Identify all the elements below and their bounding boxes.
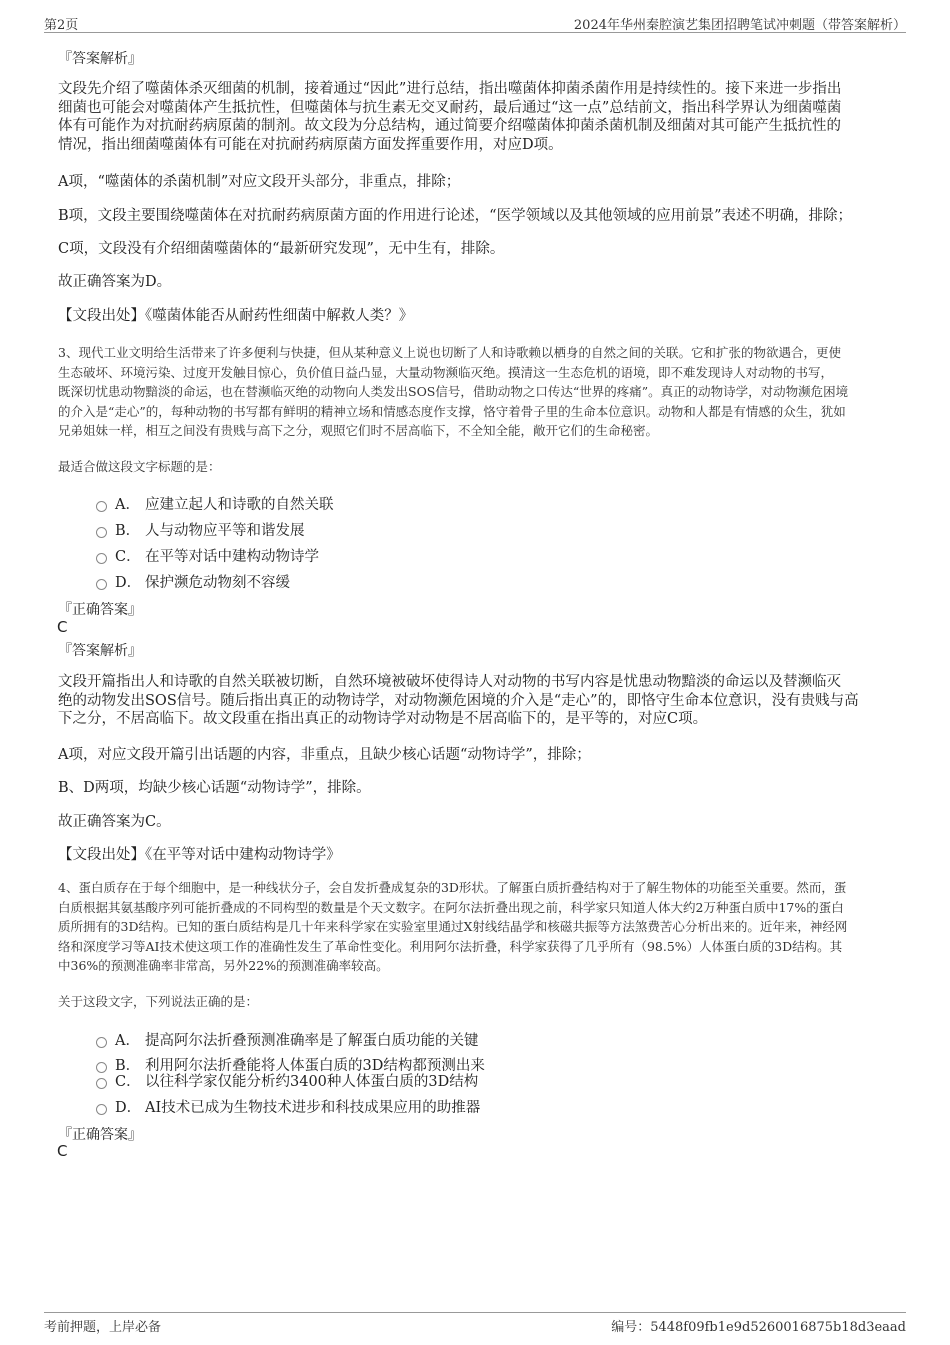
q3-analysis-line: 绝的动物发出SOS信号。随后指出真正的动物诗学，对动物濒危困境的介入是“走心”的，即恪守生命本位意识，没有贵贱与高	[58, 692, 859, 709]
q3-option-b[interactable]: B． 人与动物应平等和谐发展	[96, 519, 305, 540]
q3-option-bd-analysis: B、D两项，均缺少核心话题“动物诗学”，排除。	[58, 780, 371, 796]
q4-stem-line: 质所拥有的3D结构。已知的蛋白质结构是几十年来科学家在实验室里通过X射线结晶学和核磁共振等方法煞费苦心分析出来的。近年来，神经网	[58, 919, 848, 934]
q2-option-c-analysis: C项，文段没有介绍细菌噬菌体的“最新研究发现”，无中生有，排除。	[58, 241, 505, 257]
radio-icon[interactable]	[96, 1078, 107, 1089]
q3-option-a-analysis: A项，对应文段开篇引出话题的内容，非重点，且缺少核心话题“动物诗学”，排除；	[58, 747, 591, 763]
q4-option-d[interactable]: D． AI技术已成为生物技术进步和科技成果应用的助推器	[96, 1096, 480, 1117]
q4-option-a[interactable]: A． 提高阿尔法折叠预测准确率是了解蛋白质功能的关键	[96, 1029, 479, 1050]
q4-stem-line: 中36%的预测准确率非常高，另外22%的预测准确率较高。	[58, 958, 389, 973]
q4-stem-line: 白质根据其氨基酸序列可能折叠成的不同构型的数量是个天文数字。在阿尔法折叠出现之前，科学家只知道人体大约2万种蛋白质中17%的蛋白	[58, 899, 844, 915]
q2-conclusion: 故正确答案为D。	[58, 274, 172, 290]
page-footer	[44, 1312, 906, 1335]
q3-analysis-text	[58, 673, 859, 729]
q4-option-c[interactable]: C． 以往科学家仅能分析约3400种人体蛋白质的3D结构	[96, 1070, 478, 1091]
q3-answer: C	[57, 618, 68, 636]
radio-icon[interactable]	[96, 579, 107, 590]
q2-analysis-text	[58, 80, 841, 154]
page-number: 第2页	[44, 18, 79, 33]
q4-option-b[interactable]: B． 利用阿尔法折叠能将人体蛋白质的3D结构都预测出来	[96, 1054, 485, 1075]
radio-icon[interactable]	[96, 1104, 107, 1115]
q3-option-d[interactable]: D． 保护濒危动物刻不容缓	[96, 571, 290, 592]
q4-answer-label: 『正确答案』	[58, 1127, 142, 1143]
document-code: 编号：5448f09fb1e9d5260016875b18d3eaad	[611, 1320, 906, 1335]
q2-analysis-label: 『答案解析』	[58, 51, 142, 67]
q2-analysis-line: 体有可能作为对抗耐药病原菌的制剂。故文段为分总结构，通过简要介绍噬菌体抑菌杀菌机制及细菌对其可能产生抵抗性的	[58, 118, 841, 134]
q4-stem-line: 络和深度学习等AI技术使这项工作的准确性发生了革命性变化。利用阿尔法折叠，科学家获得了几乎所有（98.5%）人体蛋白质的3D结构。其	[58, 938, 843, 954]
q3-stem-line: 生态破坏、环境污染、过度开发触目惊心，负价值日益凸显，大量动物濒临灭绝。摸清这一生态危机的语境，即不难发现诗人对动物的书写，	[58, 364, 834, 380]
q3-analysis-line: 文段开篇指出人和诗歌的自然关联被切断，自然环境被破坏使得诗人对动物的书写内容是忧患动物黯淡的命运以及替濒临灭	[58, 674, 841, 690]
q3-answer-label: 『正确答案』	[58, 602, 142, 618]
q3-stem-line: 兄弟姐妹一样，相互之间没有贵贱与高下之分，观照它们时不居高临下，不全知全能，敞开它们的生命秘密。	[58, 423, 659, 438]
document-title: 2024年华州秦腔演艺集团招聘笔试冲刺题（带答案解析）	[573, 18, 906, 33]
q3-stem-line: 既深切忧患动物黯淡的命运，也在替濒临灭绝的动物向人类发出SOS信号，借助动物之口传达“世界的疼痛”。真正的动物诗学，对动物濒危困境	[58, 384, 849, 399]
radio-icon[interactable]	[96, 527, 107, 538]
q3-option-a[interactable]: A． 应建立起人和诗歌的自然关联	[96, 493, 334, 514]
q4-question: 关于这段文字，下列说法正确的是：	[58, 994, 259, 1009]
q2-option-b-analysis: B项，文段主要围绕噬菌体在对抗耐药病原菌方面的作用进行论述，“医学领域以及其他领域的应用前景”表述不明确，排除；	[58, 208, 852, 224]
radio-icon[interactable]	[96, 553, 107, 564]
q4-answer: C	[57, 1142, 68, 1160]
q2-option-a-analysis: A项，“噬菌体的杀菌机制”对应文段开头部分，非重点，排除；	[58, 174, 461, 190]
page-header	[44, 12, 906, 33]
radio-icon[interactable]	[96, 1037, 107, 1048]
q3-stem-line: 3、现代工业文明给生活带来了许多便利与快捷，但从某种意义上说也切断了人和诗歌赖以栖身的自然之间的关联。它和扩张的物欲遇合，更使	[58, 345, 841, 360]
q4-stem-line: 4、蛋白质存在于每个细胞中，是一种线状分子，会自发折叠成复杂的3D形状。了解蛋白质折叠结构对于了解生物体的功能至关重要。然而，蛋	[58, 880, 847, 895]
q3-analysis-line: 下之分，不居高临下。故文段重在指出真正的动物诗学对动物是不居高临下的，是平等的，对应C项。	[58, 711, 708, 727]
q3-stem	[58, 343, 848, 441]
q2-source: 【文段出处】《噬菌体能否从耐药性细菌中解救人类？》	[58, 308, 414, 324]
q2-analysis-line: 细菌也可能会对噬菌体产生抵抗性，但噬菌体与抗生素无交叉耐药，最后通过“这一点”总结前文，指出科学界认为细菌噬菌	[58, 99, 842, 116]
q3-question: 最适合做这段文字标题的是：	[58, 459, 221, 474]
q3-source: 【文段出处】《在平等对话中建构动物诗学》	[58, 847, 341, 863]
q2-analysis-line: 情况，指出细菌噬菌体有可能在对抗耐药病原菌方面发挥重要作用，对应D项。	[58, 136, 563, 153]
radio-icon[interactable]	[96, 501, 107, 512]
q4-stem	[58, 878, 847, 976]
q3-analysis-label: 『答案解析』	[58, 643, 142, 659]
q3-option-c[interactable]: C． 在平等对话中建构动物诗学	[96, 545, 319, 566]
q2-analysis-line: 文段先介绍了噬菌体杀灭细菌的机制，接着通过“因此”进行总结，指出噬菌体抑菌杀菌作用是持续性的。接下来进一步指出	[58, 81, 842, 97]
q3-stem-line: 的介入是“走心”的，每种动物的书写都有鲜明的精神立场和情感态度作支撑，恪守着骨子里的生命本位意识。动物和人都是有情感的众生，犹如	[58, 403, 846, 419]
q3-conclusion: 故正确答案为C。	[58, 814, 171, 830]
footer-slogan: 考前押题，上岸必备	[44, 1320, 162, 1335]
